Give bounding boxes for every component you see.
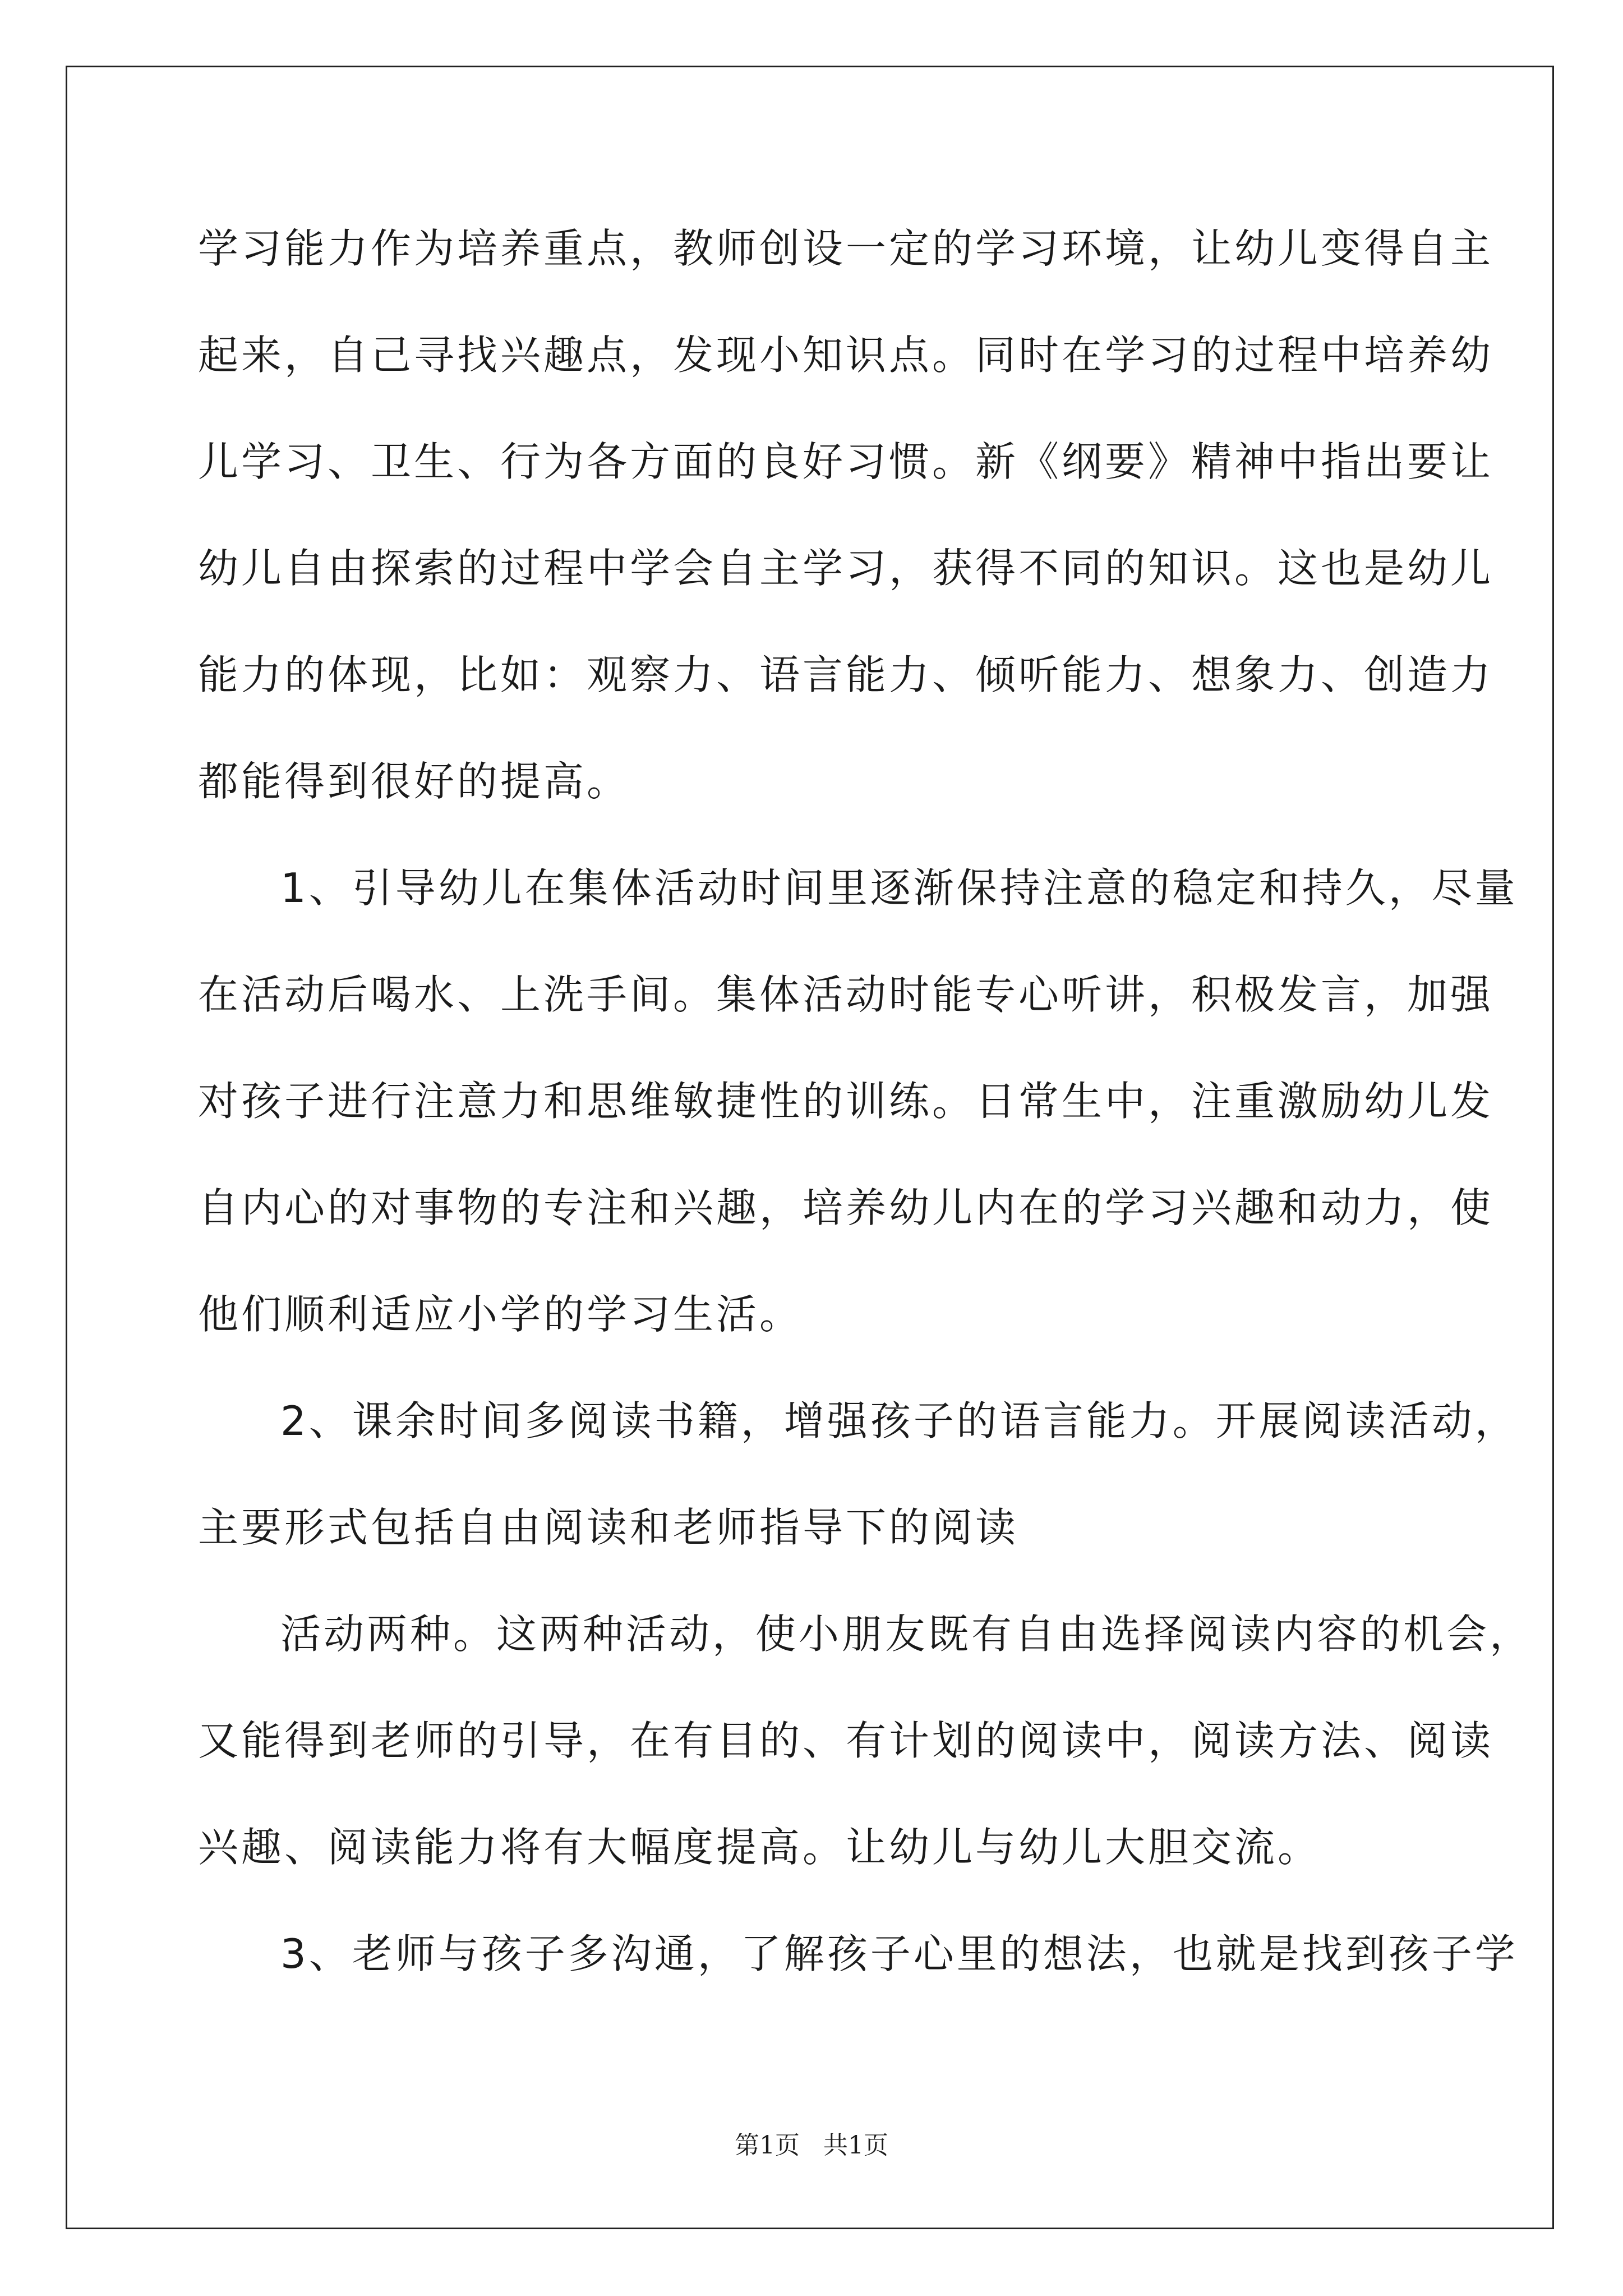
page-footer bbox=[0, 2129, 1623, 2162]
text-line: 幼儿自由探索的过程中学会自主学习，获得不同的知识。这也是幼儿 bbox=[198, 545, 1494, 592]
text-line: 儿学习、卫生、行为各方面的良好习惯。新《纲要》精神中指出要让 bbox=[198, 438, 1494, 485]
paragraph-1-start: 1、引导幼儿在集体活动时间里逐渐保持注意的稳定和持久，尽量 bbox=[280, 864, 1518, 912]
paragraph-3-start: 3、老师与孩子多沟通，了解孩子心里的想法，也就是找到孩子学 bbox=[280, 1930, 1518, 1977]
text-line: 主要形式包括自由阅读和老师指导下的阅读 bbox=[198, 1504, 1019, 1551]
text-line: 对孩子进行注意力和思维敏捷性的训练。日常生中，注重激励幼儿发 bbox=[198, 1078, 1494, 1125]
text-line: 能力的体现，比如：观察力、语言能力、倾听能力、想象力、创造力 bbox=[198, 651, 1494, 698]
text-line: 他们顺利适应小学的学习生活。 bbox=[198, 1291, 803, 1338]
text-line: 起来，自己寻找兴趣点，发现小知识点。同时在学习的过程中培养幼 bbox=[198, 332, 1494, 379]
text-line: 都能得到很好的提高。 bbox=[198, 758, 630, 805]
text-line: 学习能力作为培养重点，教师创设一定的学习环境，让幼儿变得自主 bbox=[198, 225, 1494, 272]
page-border bbox=[66, 66, 1554, 2229]
paragraph-continued: 活动两种。这两种活动，使小朋友既有自由选择阅读内容的机会， bbox=[280, 1611, 1533, 1658]
paragraph-2-start: 2、课余时间多阅读书籍，增强孩子的语言能力。开展阅读活动， bbox=[280, 1397, 1518, 1444]
page-number: 第1页 bbox=[735, 2131, 800, 2160]
text-line: 在活动后喝水、上洗手间。集体活动时能专心听讲，积极发言，加强 bbox=[198, 971, 1494, 1018]
page-total: 共1页 bbox=[823, 2131, 888, 2160]
text-line: 自内心的对事物的专注和兴趣，培养幼儿内在的学习兴趣和动力，使 bbox=[198, 1184, 1494, 1231]
text-line: 兴趣、阅读能力将有大幅度提高。让幼儿与幼儿大胆交流。 bbox=[198, 1824, 1321, 1871]
text-line: 又能得到老师的引导，在有目的、有计划的阅读中，阅读方法、阅读 bbox=[198, 1717, 1494, 1764]
